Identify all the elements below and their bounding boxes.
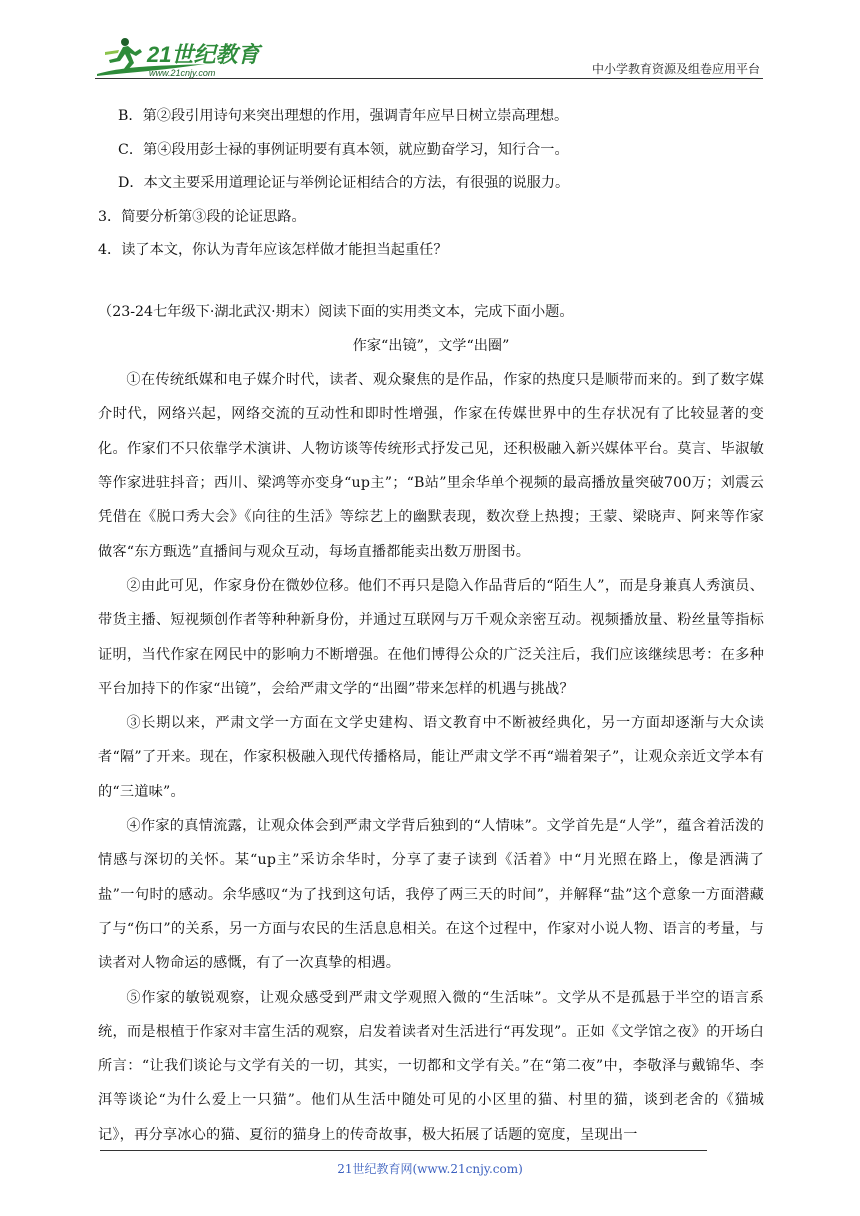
svg-text:21世纪教育: 21世纪教育 xyxy=(147,42,260,67)
main-content xyxy=(98,100,764,1152)
svg-text:www.21cnjy.com: www.21cnjy.com xyxy=(149,68,216,78)
option-b: B．第②段引用诗句来突出理想的作用，强调青年应早日树立崇高理想。 xyxy=(118,108,569,124)
passage-intro: （23-24七年级下·湖北武汉·期末）阅读下面的实用类文本，完成下面小题。 xyxy=(98,303,574,320)
page-header xyxy=(95,30,760,80)
article-paragraph-5: ⑤作家的敏锐观察，让观众感受到严肃文学观照入微的“生活味”。文学从不是孤悬于半空的语言系统，而是根植于作家对丰富生活的观察，启发着读者对生活进行“再发现”。正如《文学馆之夜》的开场白所言：“让我们谈论与文学有关的一切，其实，一切都和文学有关。”在“第二夜”中，李敬泽与戴锦华、李洱等谈论“为什么爱上一只猫”。他们从生活中随处可见的小区里的猫、村里的猫，谈到老舍的《猫城记》，再分享冰心的猫、夏衍的猫身上的传奇故事，极大拓展了话题的宽度，呈现出一 xyxy=(98,989,764,1143)
runner-logo-icon xyxy=(95,36,265,80)
article-paragraph-3: ③长期以来，严肃文学一方面在文学史建构、语文教育中不断被经典化，另一方面却逐渐与大众读者“隔”了开来。现在，作家积极融入现代传播格局，能让严肃文学不再“端着架子”，让观众亲近文学本有的“三道味”。 xyxy=(98,715,764,800)
article-title: 作家“出镜”，文学“出圈” xyxy=(352,337,510,354)
header-divider xyxy=(95,78,763,79)
option-c: C．第④段用彭士禄的事例证明要有真本领，就应勤奋学习，知行合一。 xyxy=(118,141,569,158)
article-paragraph-4: ④作家的真情流露，让观众体会到严肃文学背后独到的“人情味”。文学首先是“人学”，蕴含着活泼的情感与深切的关怀。某“up主”采访余华时，分享了妻子读到《活着》中“月光照在路上，像是洒满了盐”一句时的感动。余华感叹“为了找到这句话，我停了两三天的时间”，并解释“盐”这个意象一方面潜藏了与“伤口”的关系，另一方面与农民的生活息息相关。在这个过程中，作家对小说人物、语言的考量，与读者对人物命运的感慨，有了一次真挚的相遇。 xyxy=(98,818,764,972)
site-logo[interactable] xyxy=(95,36,265,80)
question-4: 4．读了本文，你认为青年应该怎样做才能担当起重任？ xyxy=(98,242,448,259)
platform-tagline: 中小学教育资源及组卷应用平台 xyxy=(591,62,760,76)
page-footer[interactable]: 21世纪教育网(www.21cnjy.com) xyxy=(337,1162,523,1176)
article-paragraph-2: ②由此可见，作家身份在微妙位移。他们不再只是隐入作品背后的“陌生人”，而是身兼真人秀演员、带货主播、短视频创作者等种种新身份，并通过互联网与万千观众亲密互动。视频播放量、粉丝量等指标证明，当代作家在网民中的影响力不断增强。在他们博得公众的广泛关注后，我们应该继续思考：在多种平台加持下的作家“出镜”，会给严肃文学的“出圈”带来怎样的机遇与挑战？ xyxy=(98,577,764,697)
footer-divider xyxy=(100,1150,707,1151)
option-d: D．本文主要采用道理论证与举例论证相结合的方法，有很强的说服力。 xyxy=(118,175,570,192)
article-paragraph-1: ①在传统纸媒和电子媒介时代，读者、观众聚焦的是作品，作家的热度只是顺带而来的。到了数字媒介时代，网络兴起，网络交流的互动性和即时性增强，作家在传媒世界中的生存状况有了比较显著的变化。作家们不只依靠学术演讲、人物访谈等传统形式抒发己见，还积极融入新兴媒体平台。莫言、毕淑敏等作家进驻抖音；西川、梁鸿等亦变身“up主”；“B站”里余华单个视频的最高播放量突破700万；刘震云凭借在《脱口秀大会》《向往的生活》等综艺上的幽默表现，数次登上热搜；王蒙、梁晓声、阿来等作家做客“东方甄选”直播间与观众互动，每场直播都能卖出数万册图书。 xyxy=(98,372,764,560)
section-gap xyxy=(98,268,764,296)
question-3: 3．简要分析第③段的论证思路。 xyxy=(98,208,306,225)
